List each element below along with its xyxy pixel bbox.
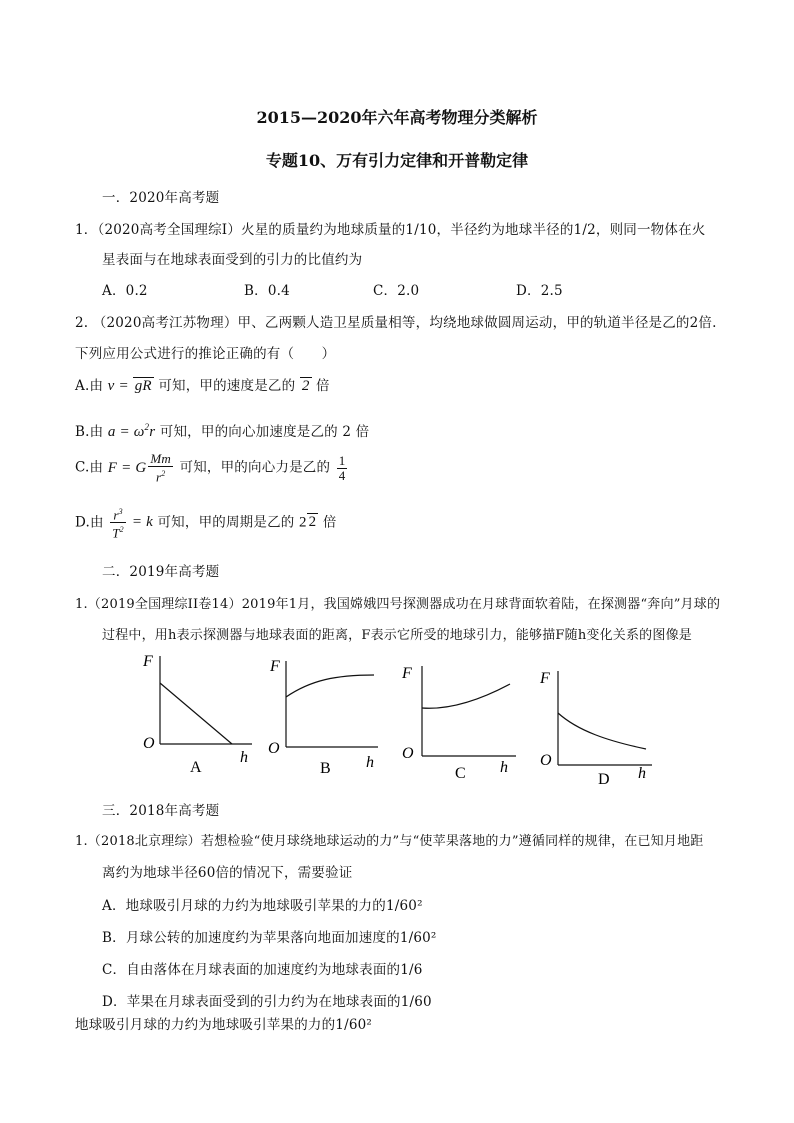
graph-d-y-label: F [540,670,550,687]
q2-option-d [75,505,337,541]
q2-c-value: $\frac{1}{4}$ [338,452,346,483]
graph-c-origin: O [402,745,414,762]
graph-d-letter: D [598,771,610,787]
graph-b-y-label: F [270,658,280,675]
graph-c [400,660,520,785]
q4-line2: 离约为地球半径60倍的情况下，需要验证 [102,865,353,881]
q2-c-formula: F = G $\frac{Mm}{r^2}$ [107,451,171,485]
q2-c-suffix: 可知，甲的向心力是乙的 [179,459,331,476]
q1-option-a: A．0.2 [102,283,148,299]
q2-b-prefix: B.由 [75,424,104,440]
q2-d-end: 倍 [322,514,337,531]
q2-d-formula: $\frac{r^3}{T^2}$ = k [112,507,153,541]
graph-b-origin: O [268,740,280,757]
q1-option-b: B．0.4 [244,283,290,299]
page-subtitle: 专题10、万有引力定律和开普勒定律 [265,151,529,170]
q2-a-formula: v = gR [107,378,152,394]
q1-line1: 1．（2020高考全国理综Ⅰ）火星的质量约为地球质量的1/10，半径约为地球半径的1/2，则同一物体在火 [75,222,706,238]
graph-a-y-label: F [143,653,153,670]
graph-b [266,655,381,780]
graph-a-x-label: h [240,749,248,766]
q2-a-value: 2 [301,378,310,394]
q2-option-c [75,452,349,484]
q2-a-suffix: 可知，甲的速度是乙的 [158,378,296,394]
q2-d-value: 2 2 [298,514,317,531]
q3-line1: 1.（2019全国理综II卷14）2019年1月，我国嫦娥四号探测器成功在月球背面软着陆，在探测器“奔向”月球的 [75,597,721,612]
graph-b-letter: B [320,760,331,777]
q4-answer-line: 地球吸引月球的力约为地球吸引苹果的力的1/60² [75,1017,373,1033]
q2-c-prefix: C.由 [75,459,104,476]
q1-line2: 星表面与在地球表面受到的引力的比值约为 [102,252,363,268]
section-heading-2018: 三．2018年高考题 [102,803,220,819]
q4-option-b: B．月球公转的加速度约为苹果落向地面加速度的1/60² [102,930,437,946]
page-title: 2015—2020年六年高考物理分类解析 [256,108,538,127]
graph-a-letter: A [190,759,202,776]
section-heading-2020: 一．2020年高考题 [102,190,220,206]
q1-option-d: D．2.5 [516,283,563,299]
q4-option-d: D．苹果在月球表面受到的引力约为在地球表面的1/60 [102,994,432,1010]
graph-d-x-label: h [638,765,646,782]
q2-b-suffix: 可知，甲的向心加速度是乙的 2 倍 [159,424,370,440]
q2-a-prefix: A.由 [75,378,104,394]
q2-a-end: 倍 [316,378,330,394]
q2-line2: 下列应用公式进行的推论正确的有（ ） [75,346,336,362]
q2-option-a [75,374,330,395]
graph-c-letter: C [455,765,466,782]
section-heading-2019: 二．2019年高考题 [102,564,220,580]
q2-line1: 2. （2020高考江苏物理）甲、乙两颗人造卫星质量相等，均绕地球做圆周运动，甲的轨道半径是乙的2倍. [75,315,717,331]
q4-option-c: C．自由落体在月球表面的加速度约为地球表面的1/6 [102,962,423,978]
graph-c-y-label: F [402,665,412,682]
graph-d-origin: O [540,752,552,769]
graph-d [538,665,658,787]
q2-d-suffix: 可知，甲的周期是乙的 [157,514,295,531]
q4-line1: 1.（2018北京理综）若想检验“使月球绕地球运动的力”与“使苹果落地的力”遵循同样的规律，在已知月地距 [75,834,704,849]
q2-b-formula: $a = \omega^2r$ [107,422,156,440]
graph-a [140,648,255,778]
q2-d-prefix: D.由 [75,514,104,531]
q3-line2: 过程中，用h表示探测器与地球表面的距离，F表示它所受的地球引力，能够描F随h变化关系的图像是 [102,628,692,643]
graph-c-x-label: h [500,759,508,776]
graph-b-x-label: h [366,754,374,771]
q1-option-c: C．2.0 [373,283,420,299]
q4-option-a: A．地球吸引月球的力约为地球吸引苹果的力的1/60² [102,898,423,914]
q2-option-b [75,420,369,441]
graph-a-origin: O [143,735,155,752]
